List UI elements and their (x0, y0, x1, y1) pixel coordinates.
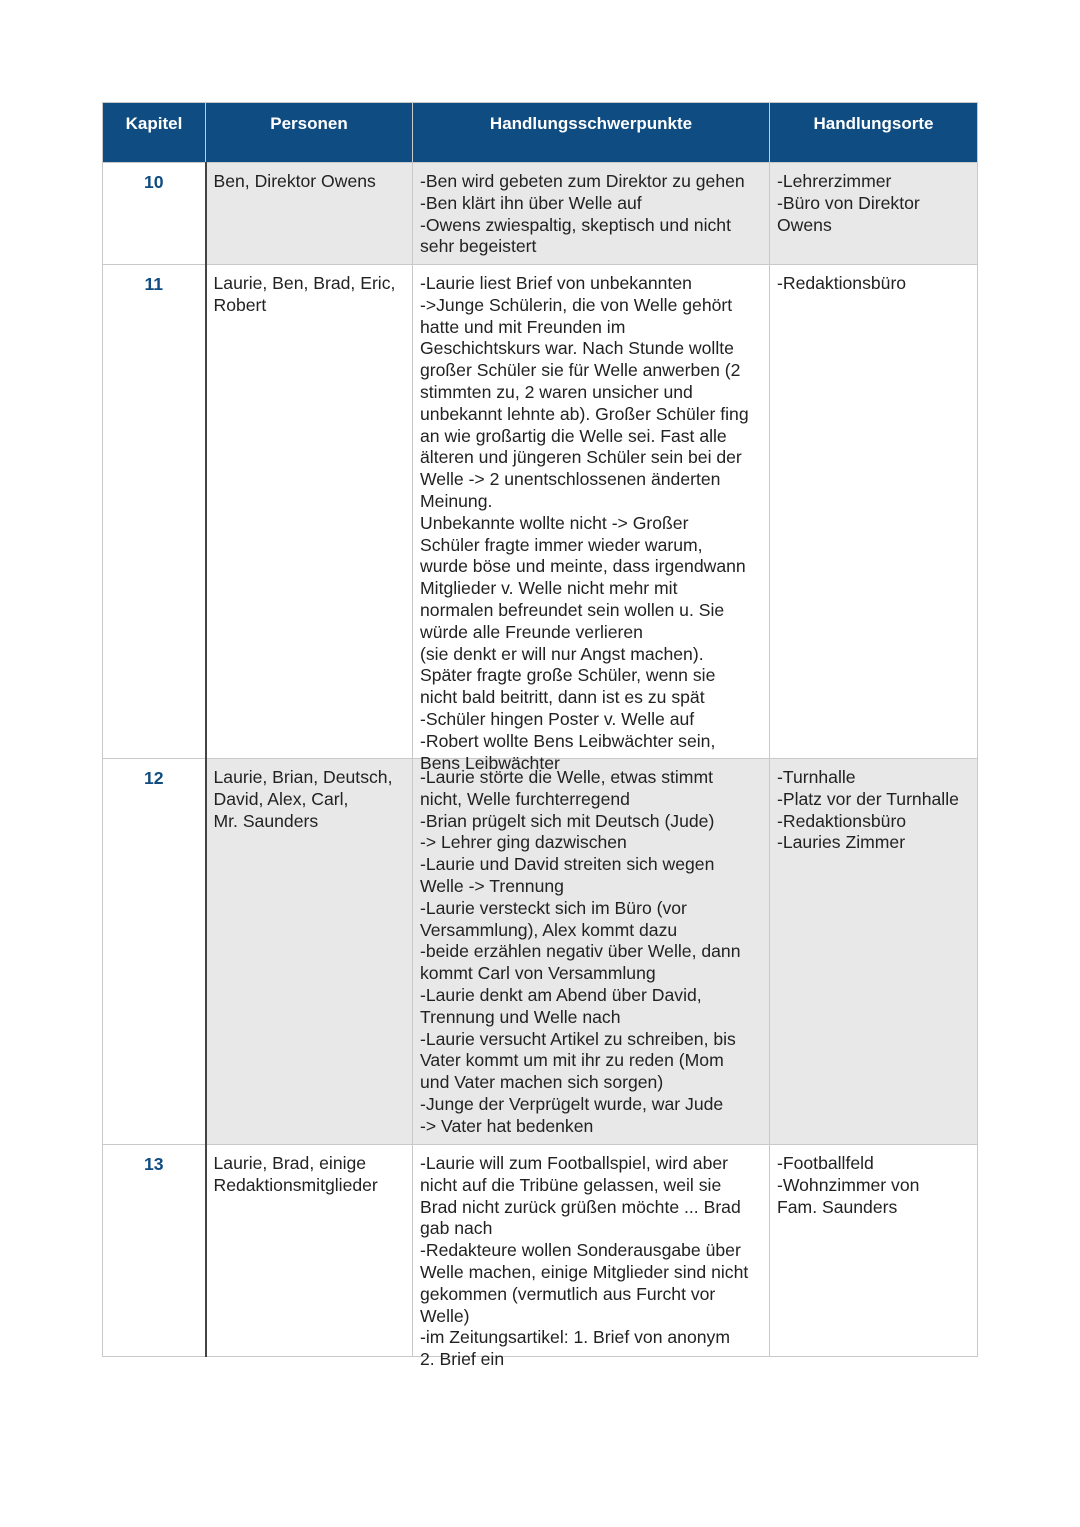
cell-line: -Redaktionsbüro (777, 273, 907, 293)
cell-line: Geschichtskurs war. Nach Stunde wollte (420, 338, 734, 359)
cell-line: Versammlung), Alex kommt dazu (420, 919, 678, 940)
kapitel-cell: 10 (103, 163, 206, 265)
header-orte: Handlungsorte (770, 103, 978, 163)
cell-line: Laurie, Brian, Deutsch, (213, 767, 393, 787)
cell-line: Trennung und Welle nach (420, 1006, 621, 1027)
cell-line: -im Zeitungsartikel: 1. Brief von anonym (420, 1327, 730, 1348)
cell-line: hatte und mit Freunden im (420, 316, 626, 337)
cell-line: -Junge der Verprügelt wurde, war Jude (420, 1093, 724, 1114)
table-row (103, 163, 978, 265)
cell-line: -Platz vor der Turnhalle (777, 788, 959, 809)
kapitel-cell: 13 (103, 1145, 206, 1357)
cell-line: würde alle Freunde verlieren (420, 621, 643, 642)
cell-line: älteren und jüngeren Schüler sein bei der (420, 447, 742, 468)
cell-line: -Laurie denkt am Abend über David, (420, 984, 702, 1005)
personen-cell (206, 759, 413, 1145)
cell-line: Welle -> Trennung (420, 875, 564, 896)
cell-line: -Laurie liest Brief von unbekannten (420, 273, 692, 293)
cell-line: Welle -> 2 unentschlossenen änderten (420, 469, 721, 490)
cell-line: gekommen (vermutlich aus Furcht vor (420, 1283, 716, 1304)
cell-line: -Brian prügelt sich mit Deutsch (Jude) (420, 810, 715, 831)
cell-line: nicht, Welle furchterregend (420, 788, 630, 809)
cell-line: Laurie, Brad, einige (213, 1153, 367, 1173)
cell-line: sehr begeistert (420, 236, 537, 257)
header-personen: Personen (206, 103, 413, 163)
cell-line: Redaktionsmitglieder (213, 1174, 378, 1195)
cell-line: (sie denkt er will nur Angst machen). (420, 643, 704, 664)
cell-line: Mr. Saunders (213, 810, 319, 831)
cell-line: -Lauries Zimmer (777, 832, 906, 853)
cell-line: Unbekannte wollte nicht -> Großer (420, 512, 689, 533)
personen-cell (206, 265, 413, 759)
table-header-row (103, 103, 978, 163)
orte-cell (770, 265, 978, 759)
cell-line: unbekannt lehnte ab). Großer Schüler fing (420, 403, 749, 424)
chapter-table (102, 102, 978, 1370)
cell-line: kommt Carl von Versammlung (420, 963, 656, 984)
cell-line: -Laurie störte die Welle, etwas stimmt (420, 767, 714, 787)
cell-line: Meinung. (420, 490, 493, 511)
cell-line: -Laurie will zum Footballspiel, wird aber (420, 1153, 729, 1173)
cell-line: Fam. Saunders (777, 1196, 898, 1217)
cell-line: -> Lehrer ging dazwischen (420, 832, 627, 853)
cell-line: normalen befreundet sein wollen u. Sie (420, 599, 725, 620)
cell-line: Robert (213, 294, 267, 315)
cell-line: 2. Brief ein (420, 1349, 505, 1370)
cell-line: -Laurie versteckt sich im Büro (vor (420, 897, 687, 918)
cell-line: -beide erzählen negativ über Welle, dann (420, 941, 741, 962)
cell-line: -Redaktionsbüro (777, 810, 907, 831)
cell-line: -> Vater hat bedenken (420, 1115, 594, 1136)
handlung-cell (413, 1145, 770, 1370)
cell-line: wurde böse und meinte, dass irgendwann (420, 556, 746, 577)
cell-line: Welle) (420, 1305, 470, 1326)
cell-line: -Owens zwiespaltig, skeptisch und nicht (420, 214, 731, 235)
kapitel-cell: 12 (103, 759, 206, 1145)
cell-line: -Laurie und David streiten sich wegen (420, 854, 715, 875)
cell-line: an wie großartig die Welle sei. Fast alle (420, 425, 727, 446)
cell-line: -Büro von Direktor (777, 192, 920, 213)
cell-line: Ben, Direktor Owens (213, 171, 376, 191)
cell-line: ->Junge Schülerin, die von Welle gehört (420, 294, 733, 315)
cell-line: gab nach (420, 1218, 493, 1239)
cell-line: David, Alex, Carl, (213, 788, 349, 809)
header-handlung: Handlungsschwerpunkte (413, 103, 770, 163)
personen-cell (206, 163, 413, 265)
orte-cell (770, 163, 978, 265)
kapitel-cell: 11 (103, 265, 206, 759)
table-row (103, 1145, 978, 1357)
cell-line: Vater kommt um mit ihr zu reden (Mom (420, 1050, 724, 1071)
cell-line: -Ben wird gebeten zum Direktor zu gehen (420, 171, 745, 191)
orte-cell (770, 1145, 978, 1357)
cell-line: nicht bald beitritt, dann ist es zu spät (420, 687, 705, 708)
cell-line: großer Schüler sie für Welle anwerben (2 (420, 360, 741, 381)
cell-line: nicht auf die Tribüne gelassen, weil sie (420, 1174, 722, 1195)
cell-line: -Footballfeld (777, 1153, 874, 1173)
cell-line: -Turnhalle (777, 767, 856, 787)
table-row (103, 759, 978, 1145)
handlung-cell (413, 265, 770, 773)
table-row (103, 265, 978, 759)
handlung-cell (413, 163, 770, 265)
cell-line: und Vater machen sich sorgen) (420, 1072, 664, 1093)
cell-line: Laurie, Ben, Brad, Eric, (213, 273, 396, 293)
cell-line: -Robert wollte Bens Leibwächter sein, (420, 730, 716, 751)
cell-line: -Lehrerzimmer (777, 171, 892, 191)
cell-line: -Redakteure wollen Sonderausgabe über (420, 1240, 741, 1261)
cell-line: Mitglieder v. Welle nicht mehr mit (420, 578, 678, 599)
cell-line: stimmten zu, 2 waren unsicher und (420, 381, 693, 402)
cell-line: -Wohnzimmer von (777, 1174, 920, 1195)
handlung-cell (413, 759, 770, 1145)
cell-line: Welle machen, einige Mitglieder sind nicht (420, 1261, 749, 1282)
cell-line: Brad nicht zurück grüßen möchte ... Brad (420, 1196, 741, 1217)
cell-line: Später fragte große Schüler, wenn sie (420, 665, 716, 686)
cell-line: Bens Leibwächter (420, 752, 560, 773)
orte-cell (770, 759, 978, 1145)
cell-line: -Laurie versucht Artikel zu schreiben, bis (420, 1028, 736, 1049)
header-kapitel: Kapitel (103, 103, 206, 163)
cell-line: -Ben klärt ihn über Welle auf (420, 192, 642, 213)
cell-line: Schüler fragte immer wieder warum, (420, 534, 703, 555)
personen-cell (206, 1145, 413, 1357)
cell-line: -Schüler hingen Poster v. Welle auf (420, 708, 695, 729)
cell-line: Owens (777, 214, 832, 235)
